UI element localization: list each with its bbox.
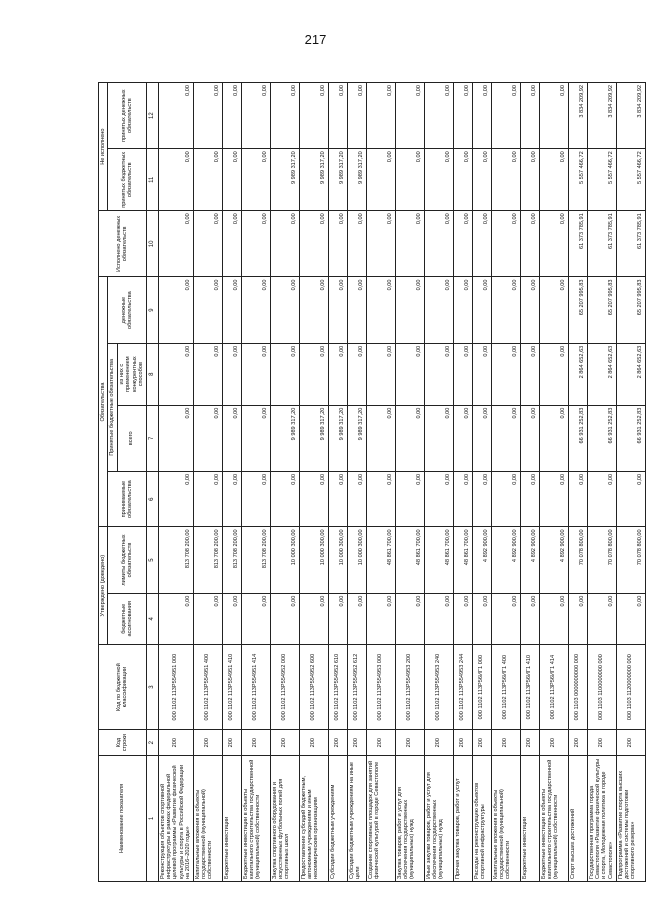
value-unexecuted-budget: 0,00	[158, 149, 193, 211]
rotated-table-wrapper	[98, 82, 644, 882]
value-unexecuted-monetary: 0,00	[158, 83, 193, 149]
budget-code: 000 1103 1120000000 000	[616, 644, 645, 729]
header-total: всего	[117, 405, 146, 471]
value-monetary: 0,00	[328, 277, 347, 343]
value-unexecuted-monetary: 0,00	[491, 83, 520, 149]
value-competitive: 0,00	[453, 343, 472, 405]
value-allocations: 0,00	[424, 593, 453, 644]
table-row	[587, 83, 616, 882]
table-row	[270, 83, 299, 882]
value-unexecuted-budget: 0,00	[539, 149, 568, 211]
table-row	[158, 83, 193, 882]
value-executed: 0,00	[520, 211, 539, 277]
value-competitive: 0,00	[241, 343, 270, 405]
value-executed: 61 373 785,91	[568, 211, 587, 277]
column-number: 11	[146, 149, 158, 211]
budget-code: 000 1102 113Р554953 200	[395, 644, 424, 729]
value-accepted-total: 0,00	[424, 405, 453, 471]
value-unexecuted-budget: 5 557 466,72	[616, 149, 645, 211]
value-unexecuted-budget: 9 989 317,20	[347, 149, 366, 211]
value-accepted-total: 0,00	[539, 405, 568, 471]
value-accepted: 0,00	[158, 471, 193, 527]
value-executed: 0,00	[424, 211, 453, 277]
value-accepted-total: 9 989 317,20	[328, 405, 347, 471]
value-executed: 0,00	[270, 211, 299, 277]
header-approved: Утверждено (доведено)	[99, 527, 108, 645]
value-competitive: 0,00	[270, 343, 299, 405]
value-accepted-total: 0,00	[241, 405, 270, 471]
value-unexecuted-monetary: 0,00	[472, 83, 491, 149]
row-code: 200	[328, 730, 347, 756]
value-unexecuted-budget: 0,00	[520, 149, 539, 211]
value-competitive: 2 864 652,63	[568, 343, 587, 405]
row-name: Прочая закупка товаров, работ и услуг	[453, 755, 472, 881]
value-monetary: 0,00	[299, 277, 328, 343]
value-monetary: 0,00	[472, 277, 491, 343]
value-monetary: 0,00	[193, 277, 222, 343]
column-number: 7	[146, 405, 158, 471]
value-accepted-total: 0,00	[193, 405, 222, 471]
budget-code: 000 1102 113Р56ИГ1 410	[520, 644, 539, 729]
column-number: 12	[146, 83, 158, 149]
column-number: 5	[146, 527, 158, 593]
value-allocations: 0,00	[193, 593, 222, 644]
value-accepted: 0,00	[241, 471, 270, 527]
budget-code: 000 1102 113Р554952 612	[347, 644, 366, 729]
row-name: Закупка спортивного оборудования и искусственных футбольных полей для спортивных школ	[270, 755, 299, 881]
rotated-sheet	[98, 82, 644, 882]
header-monetary: денежные обязательства	[108, 277, 146, 343]
budget-code: 000 1102 113Р554951 000	[158, 644, 193, 729]
row-name: Бюджетные инвестиции в объекты капитального строительства государственной (муниципальной) собственности	[539, 755, 568, 881]
value-competitive: 2 864 652,63	[616, 343, 645, 405]
value-unexecuted-monetary: 0,00	[453, 83, 472, 149]
row-name: Бюджетные инвестиции	[222, 755, 241, 881]
row-code: 200	[424, 730, 453, 756]
row-name: Иные закупки товаров, работ и услуг для обеспечения государственных (муниципальных) нужд	[424, 755, 453, 881]
row-code: 200	[587, 730, 616, 756]
value-monetary: 0,00	[366, 277, 395, 343]
table-row	[222, 83, 241, 882]
header-accepted: принимаемые обязательства	[108, 471, 146, 527]
table-row	[193, 83, 222, 882]
value-unexecuted-budget: 0,00	[472, 149, 491, 211]
value-unexecuted-monetary: 0,00	[193, 83, 222, 149]
row-code: 200	[491, 730, 520, 756]
value-allocations: 0,00	[539, 593, 568, 644]
value-unexecuted-monetary: 0,00	[328, 83, 347, 149]
value-allocations: 0,00	[616, 593, 645, 644]
value-accepted-total: 9 989 317,20	[270, 405, 299, 471]
value-limits: 70 078 800,00	[568, 527, 587, 593]
value-unexecuted-budget: 0,00	[491, 149, 520, 211]
column-number: 9	[146, 277, 158, 343]
value-monetary: 0,00	[270, 277, 299, 343]
row-code: 200	[472, 730, 491, 756]
value-unexecuted-budget: 5 557 466,72	[568, 149, 587, 211]
value-accepted-total: 0,00	[222, 405, 241, 471]
value-unexecuted-budget: 0,00	[222, 149, 241, 211]
value-accepted: 0,00	[568, 471, 587, 527]
row-code: 200	[270, 730, 299, 756]
value-unexecuted-budget: 0,00	[366, 149, 395, 211]
value-executed: 0,00	[328, 211, 347, 277]
row-code: 200	[520, 730, 539, 756]
value-allocations: 0,00	[366, 593, 395, 644]
budget-code: 000 1102 113Р554952 610	[328, 644, 347, 729]
table-row	[347, 83, 366, 882]
table-body	[158, 83, 645, 882]
value-executed: 0,00	[491, 211, 520, 277]
value-accepted-total: 9 989 317,20	[299, 405, 328, 471]
column-number: 4	[146, 593, 158, 644]
value-accepted: 0,00	[299, 471, 328, 527]
value-executed: 0,00	[241, 211, 270, 277]
table-row	[299, 83, 328, 882]
value-accepted: 0,00	[424, 471, 453, 527]
value-competitive: 0,00	[222, 343, 241, 405]
header-executed: Исполнено денежных обязательств	[99, 211, 147, 277]
row-code: 200	[366, 730, 395, 756]
value-executed: 0,00	[453, 211, 472, 277]
value-monetary: 0,00	[347, 277, 366, 343]
table-head	[99, 83, 159, 882]
value-executed: 61 373 785,91	[616, 211, 645, 277]
value-unexecuted-budget: 9 989 317,20	[299, 149, 328, 211]
table-row	[539, 83, 568, 882]
value-limits: 10 000 300,00	[270, 527, 299, 593]
value-executed: 61 373 785,91	[587, 211, 616, 277]
value-accepted-total: 66 931 252,83	[568, 405, 587, 471]
budget-code: 000 1102 113Р554953 244	[453, 644, 472, 729]
value-unexecuted-monetary: 0,00	[520, 83, 539, 149]
header-name: Наименование показателя	[99, 755, 147, 881]
value-unexecuted-monetary: 3 834 209,92	[587, 83, 616, 149]
value-limits: 48 861 700,00	[366, 527, 395, 593]
value-allocations: 0,00	[472, 593, 491, 644]
value-executed: 0,00	[366, 211, 395, 277]
budget-code: 000 1102 113Р554951 410	[222, 644, 241, 729]
column-number: 2	[146, 730, 158, 756]
budget-code: 000 1102 113Р554951 400	[193, 644, 222, 729]
value-competitive: 0,00	[472, 343, 491, 405]
row-name: Государственная программа города Севастополя «Развитие физической культуры и спорта, Молодежная политика в городе Севастополе»	[587, 755, 616, 881]
row-name: Расходы на реконструкцию объектов спортивной инфраструктуры	[472, 755, 491, 881]
value-executed: 0,00	[539, 211, 568, 277]
value-competitive: 0,00	[395, 343, 424, 405]
value-unexecuted-budget: 9 989 317,20	[270, 149, 299, 211]
value-accepted-total: 0,00	[453, 405, 472, 471]
header-not-executed: Не исполнено	[99, 83, 108, 211]
value-limits: 48 861 700,00	[395, 527, 424, 593]
value-unexecuted-monetary: 0,00	[299, 83, 328, 149]
value-accepted: 0,00	[328, 471, 347, 527]
value-competitive: 0,00	[366, 343, 395, 405]
value-allocations: 0,00	[395, 593, 424, 644]
value-unexecuted-budget: 0,00	[424, 149, 453, 211]
budget-code: 000 1102 113Р554952 000	[270, 644, 299, 729]
value-accepted-total: 66 931 252,83	[587, 405, 616, 471]
header-competitive: из них с применением конкурентных способов	[117, 343, 146, 405]
value-monetary: 65 207 995,83	[616, 277, 645, 343]
value-accepted-total: 66 931 252,83	[616, 405, 645, 471]
row-name: Бюджетные инвестиции	[520, 755, 539, 881]
value-allocations: 0,00	[328, 593, 347, 644]
value-competitive: 0,00	[299, 343, 328, 405]
row-code: 200	[241, 730, 270, 756]
value-executed: 0,00	[158, 211, 193, 277]
row-name: Создание спортивных площадок для занятий физической культурой в городе Севастополе	[366, 755, 395, 881]
column-number: 8	[146, 343, 158, 405]
value-unexecuted-monetary: 0,00	[347, 83, 366, 149]
row-code: 200	[395, 730, 424, 756]
header-row-code: Код строки	[99, 730, 147, 756]
table-row	[453, 83, 472, 882]
value-limits: 70 078 800,00	[616, 527, 645, 593]
value-unexecuted-monetary: 0,00	[424, 83, 453, 149]
value-competitive: 0,00	[424, 343, 453, 405]
value-allocations: 0,00	[491, 593, 520, 644]
row-name: Закупка товаров, работ и услуг для обеспечения государственных (муниципальных) нужд	[395, 755, 424, 881]
column-number: 10	[146, 211, 158, 277]
value-unexecuted-monetary: 0,00	[222, 83, 241, 149]
row-name: Реконструкция объектов спортивной инфраструктуры в рамках федеральной целевой программы «Развитие физической культуры и спорта в Российской Федерации на 2016–2020 годы»	[158, 755, 193, 881]
value-unexecuted-monetary: 0,00	[270, 83, 299, 149]
value-accepted: 0,00	[539, 471, 568, 527]
value-monetary: 0,00	[491, 277, 520, 343]
budget-code: 000 1103 0000000000 000	[568, 644, 587, 729]
value-unexecuted-budget: 0,00	[193, 149, 222, 211]
value-monetary: 0,00	[520, 277, 539, 343]
value-limits: 48 861 700,00	[424, 527, 453, 593]
value-accepted-total: 0,00	[472, 405, 491, 471]
value-accepted: 0,00	[587, 471, 616, 527]
value-accepted-total: 0,00	[366, 405, 395, 471]
budget-code: 000 1102 113Р56ИГ1 400	[491, 644, 520, 729]
value-limits: 813 708 200,00	[158, 527, 193, 593]
row-code: 200	[347, 730, 366, 756]
page-number: 217	[304, 32, 327, 47]
table-row	[568, 83, 587, 882]
row-name: Спорт высших достижений	[568, 755, 587, 881]
value-accepted: 0,00	[366, 471, 395, 527]
value-competitive: 2 864 652,63	[587, 343, 616, 405]
value-allocations: 0,00	[222, 593, 241, 644]
value-limits: 10 000 300,00	[347, 527, 366, 593]
value-limits: 10 000 300,00	[328, 527, 347, 593]
table-row	[491, 83, 520, 882]
budget-code: 000 1102 113Р554953 240	[424, 644, 453, 729]
value-monetary: 0,00	[158, 277, 193, 343]
row-code: 200	[453, 730, 472, 756]
row-code: 200	[568, 730, 587, 756]
budget-code: 000 1102 113Р56ИГ1 414	[539, 644, 568, 729]
column-number: 6	[146, 471, 158, 527]
value-competitive: 0,00	[328, 343, 347, 405]
value-accepted: 0,00	[347, 471, 366, 527]
budget-code: 000 1102 113Р554953 000	[366, 644, 395, 729]
value-executed: 0,00	[193, 211, 222, 277]
value-accepted: 0,00	[270, 471, 299, 527]
value-competitive: 0,00	[158, 343, 193, 405]
value-allocations: 0,00	[299, 593, 328, 644]
row-name: Предоставление субсидий бюджетным, автономным учреждениям и иным некоммерческим организациям	[299, 755, 328, 881]
header-obligations: Обязательства	[99, 277, 108, 527]
header-accepted-budget: Принятые бюджетные обязательства	[108, 343, 117, 471]
budget-code: 000 1102 113Р554952 600	[299, 644, 328, 729]
value-unexecuted-budget: 9 989 317,20	[328, 149, 347, 211]
table-row	[395, 83, 424, 882]
column-number: 3	[146, 644, 158, 729]
row-name: Капитальные вложения в объекты государственной (муниципальной) собственности	[193, 755, 222, 881]
value-monetary: 65 207 995,83	[568, 277, 587, 343]
value-monetary: 0,00	[453, 277, 472, 343]
value-unexecuted-budget: 0,00	[395, 149, 424, 211]
value-executed: 0,00	[395, 211, 424, 277]
value-monetary: 65 207 995,83	[587, 277, 616, 343]
table-row	[472, 83, 491, 882]
value-unexecuted-monetary: 3 834 209,92	[568, 83, 587, 149]
budget-code: 000 1102 113Р56ИГ1 000	[472, 644, 491, 729]
value-accepted-total: 0,00	[395, 405, 424, 471]
value-limits: 70 078 800,00	[587, 527, 616, 593]
value-limits: 4 892 900,00	[539, 527, 568, 593]
value-limits: 4 892 900,00	[491, 527, 520, 593]
value-limits: 4 892 900,00	[472, 527, 491, 593]
row-code: 200	[158, 730, 193, 756]
value-unexecuted-monetary: 0,00	[539, 83, 568, 149]
value-allocations: 0,00	[347, 593, 366, 644]
table-row	[241, 83, 270, 882]
row-code: 200	[193, 730, 222, 756]
row-name: Подпрограмма «Развитие спорта высших достижений и системы подготовки спортивного резерва»	[616, 755, 645, 881]
value-monetary: 0,00	[539, 277, 568, 343]
value-allocations: 0,00	[453, 593, 472, 644]
row-code: 200	[222, 730, 241, 756]
value-executed: 0,00	[347, 211, 366, 277]
value-allocations: 0,00	[568, 593, 587, 644]
value-unexecuted-monetary: 0,00	[366, 83, 395, 149]
value-competitive: 0,00	[539, 343, 568, 405]
value-limits: 48 861 700,00	[453, 527, 472, 593]
value-limits: 813 708 200,00	[193, 527, 222, 593]
table-row	[366, 83, 395, 882]
value-competitive: 0,00	[347, 343, 366, 405]
budget-code: 000 1103 1100000000 000	[587, 644, 616, 729]
value-limits: 4 892 900,00	[520, 527, 539, 593]
value-monetary: 0,00	[395, 277, 424, 343]
value-competitive: 0,00	[193, 343, 222, 405]
value-accepted: 0,00	[222, 471, 241, 527]
value-accepted-total: 0,00	[491, 405, 520, 471]
header-not-exec-budget: принятых бюджетных обязательств	[108, 149, 146, 211]
column-number: 1	[146, 755, 158, 881]
column-number-row	[146, 83, 158, 882]
value-allocations: 0,00	[587, 593, 616, 644]
value-executed: 0,00	[299, 211, 328, 277]
row-name: Субсидии бюджетным учреждениям	[328, 755, 347, 881]
value-unexecuted-monetary: 0,00	[241, 83, 270, 149]
value-executed: 0,00	[222, 211, 241, 277]
value-accepted: 0,00	[193, 471, 222, 527]
budget-code: 000 1102 113Р554951 414	[241, 644, 270, 729]
value-allocations: 0,00	[158, 593, 193, 644]
value-monetary: 0,00	[241, 277, 270, 343]
value-allocations: 0,00	[270, 593, 299, 644]
row-name: Капитальные вложения в объекты государственной (муниципальной) собственности	[491, 755, 520, 881]
value-allocations: 0,00	[520, 593, 539, 644]
row-code: 200	[539, 730, 568, 756]
value-accepted: 0,00	[472, 471, 491, 527]
value-accepted-total: 0,00	[158, 405, 193, 471]
value-accepted-total: 9 989 317,20	[347, 405, 366, 471]
value-unexecuted-monetary: 3 834 209,92	[616, 83, 645, 149]
value-limits: 813 708 200,00	[222, 527, 241, 593]
header-limits: лимиты бюджетных обязательств	[108, 527, 146, 593]
row-name: Субсидии бюджетным учреждениям на иные цели	[347, 755, 366, 881]
value-accepted-total: 0,00	[520, 405, 539, 471]
header-budget-allocations: бюджетные ассигнования	[108, 593, 146, 644]
value-limits: 10 000 300,00	[299, 527, 328, 593]
value-unexecuted-budget: 0,00	[453, 149, 472, 211]
value-allocations: 0,00	[241, 593, 270, 644]
value-unexecuted-budget: 5 557 466,72	[587, 149, 616, 211]
table-row	[424, 83, 453, 882]
table-row	[616, 83, 645, 882]
budget-table	[98, 82, 646, 882]
row-name: Бюджетные инвестиции в объекты капитального строительства государственной (муниципальной) собственности	[241, 755, 270, 881]
value-unexecuted-monetary: 0,00	[395, 83, 424, 149]
value-accepted: 0,00	[616, 471, 645, 527]
row-code: 200	[616, 730, 645, 756]
value-accepted: 0,00	[453, 471, 472, 527]
row-code: 200	[299, 730, 328, 756]
value-accepted: 0,00	[395, 471, 424, 527]
value-accepted: 0,00	[491, 471, 520, 527]
value-competitive: 0,00	[491, 343, 520, 405]
table-row	[520, 83, 539, 882]
header-not-exec-monetary: принятых денежных обязательств	[108, 83, 146, 149]
table-row	[328, 83, 347, 882]
value-monetary: 0,00	[424, 277, 453, 343]
value-limits: 813 708 200,00	[241, 527, 270, 593]
value-unexecuted-budget: 0,00	[241, 149, 270, 211]
value-accepted: 0,00	[520, 471, 539, 527]
value-monetary: 0,00	[222, 277, 241, 343]
value-executed: 0,00	[472, 211, 491, 277]
value-competitive: 0,00	[520, 343, 539, 405]
header-budget-code: Код по бюджетной классификации	[99, 644, 147, 729]
